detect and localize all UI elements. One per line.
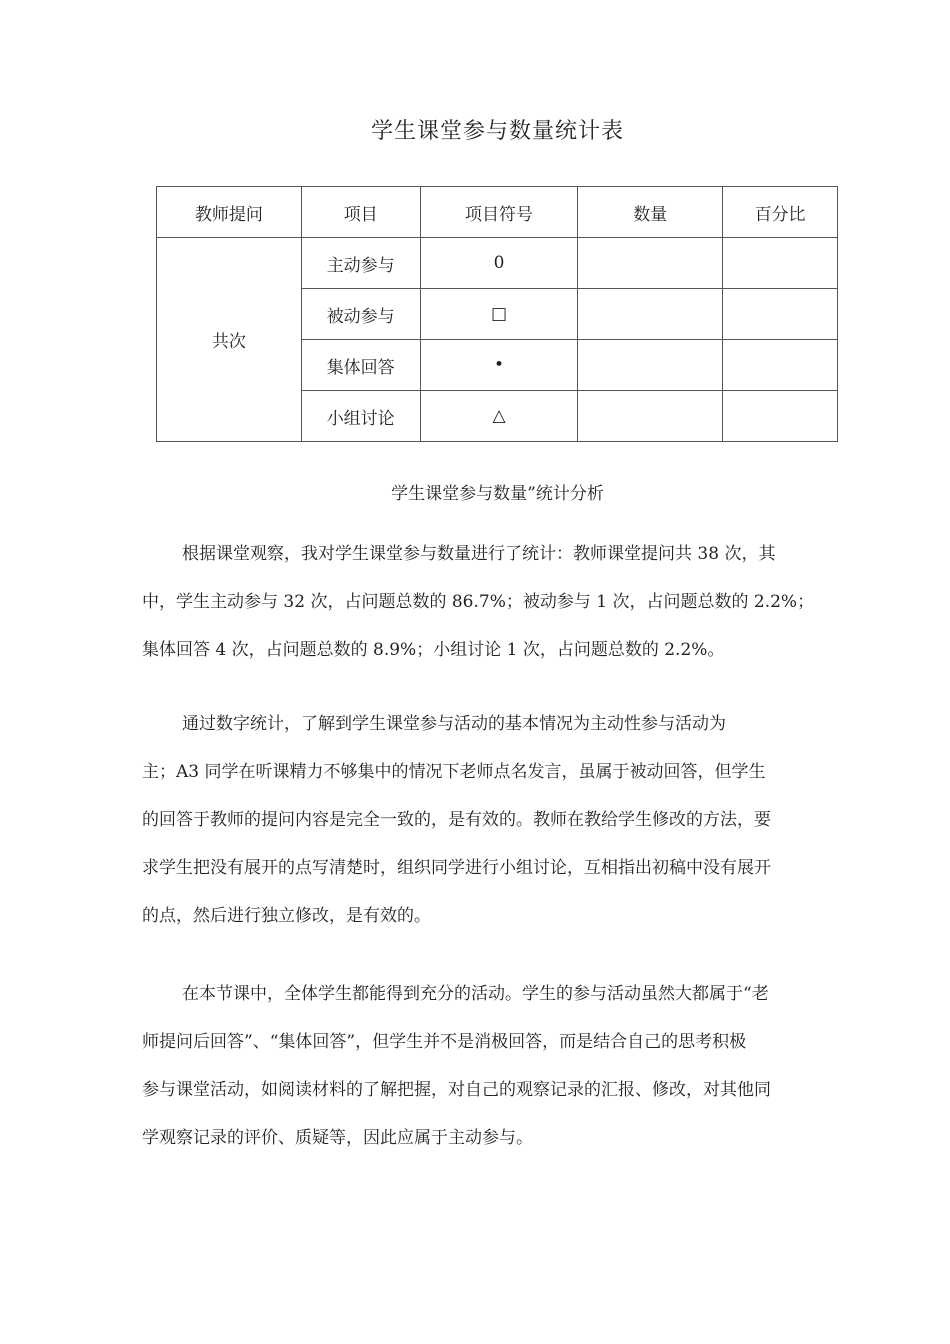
count-cell — [578, 238, 723, 289]
paragraph-line: 师提问后回答”、“集体回答”，但学生并不是消极回答，而是结合自己的思考积极 — [142, 1032, 747, 1052]
percent-cell — [723, 340, 838, 391]
count-cell — [578, 391, 723, 442]
item-cell: 被动参与 — [301, 289, 420, 340]
percent-cell — [723, 391, 838, 442]
table-row — [157, 238, 838, 289]
item-cell: 主动参与 — [301, 238, 420, 289]
paragraph-line: 中，学生主动参与 32 次，占问题总数的 86.7%；被动参与 1 次，占问题总数的 2.2%； — [142, 592, 815, 612]
count-cell — [578, 289, 723, 340]
paragraph-2 — [142, 700, 852, 940]
document-title: 学生课堂参与数量统计表 — [370, 119, 624, 144]
paragraph-3 — [142, 970, 852, 1162]
header-item: 项目 — [301, 187, 420, 238]
item-cell: 集体回答 — [301, 340, 420, 391]
analysis-subtitle: 学生课堂参与数量”统计分析 — [391, 484, 604, 504]
paragraph-line: 的回答于教师的提问内容是完全一致的，是有效的。教师在教给学生修改的方法，要 — [142, 810, 771, 830]
paragraph-line: 在本节课中，全体学生都能得到充分的活动。学生的参与活动虽然大都属于“老 — [182, 984, 769, 1004]
paragraph-line: 通过数字统计，了解到学生课堂参与活动的基本情况为主动性参与活动为 — [182, 714, 726, 734]
symbol-cell: • — [420, 340, 578, 391]
header-item-symbol: 项目符号 — [420, 187, 578, 238]
participation-stats-table — [156, 186, 838, 442]
header-count: 数量 — [578, 187, 723, 238]
symbol-cell: △ — [420, 391, 578, 442]
paragraph-line: 主；A3 同学在听课精力不够集中的情况下老师点名发言，虽属于被动回答，但学生 — [142, 762, 766, 782]
row-group-label: 共次 — [157, 238, 302, 442]
paragraph-line: 集体回答 4 次，占问题总数的 8.9%；小组讨论 1 次，占问题总数的 2.2%。 — [142, 640, 725, 660]
symbol-cell: □ — [420, 289, 578, 340]
paragraph-line: 求学生把没有展开的点写清楚时，组织同学进行小组讨论，互相指出初稿中没有展开 — [142, 858, 771, 878]
header-teacher-question: 教师提问 — [157, 187, 302, 238]
paragraph-line: 学观察记录的评价、质疑等，因此应属于主动参与。 — [142, 1128, 533, 1148]
table-header-row — [157, 187, 838, 238]
count-cell — [578, 340, 723, 391]
paragraph-line: 根据课堂观察，我对学生课堂参与数量进行了统计：教师课堂提问共 38 次，其 — [182, 544, 776, 564]
symbol-cell: 0 — [420, 238, 578, 289]
item-cell: 小组讨论 — [301, 391, 420, 442]
percent-cell — [723, 238, 838, 289]
paragraph-1 — [142, 530, 852, 674]
paragraph-line: 的点，然后进行独立修改，是有效的。 — [142, 906, 431, 926]
percent-cell — [723, 289, 838, 340]
paragraph-line: 参与课堂活动，如阅读材料的了解把握，对自己的观察记录的汇报、修改，对其他同 — [142, 1080, 771, 1100]
header-percent: 百分比 — [723, 187, 838, 238]
